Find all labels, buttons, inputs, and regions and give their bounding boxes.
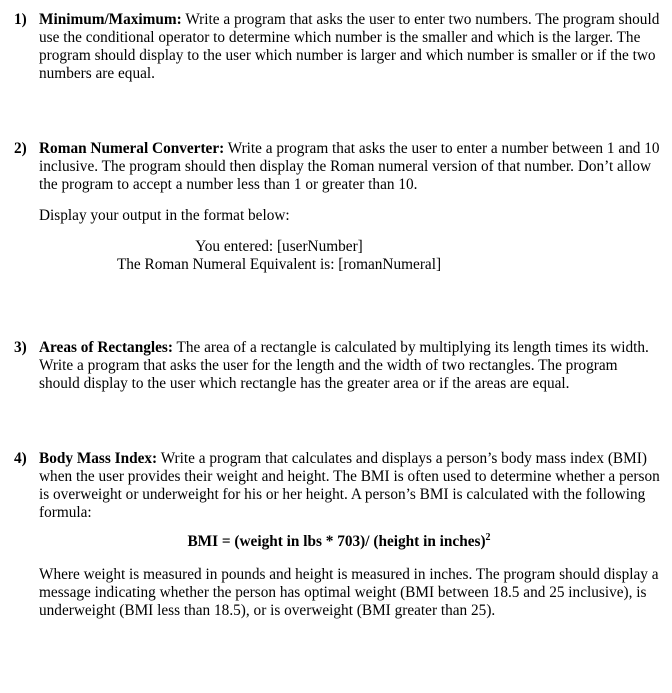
problem-text: Write a program that asks the user to enter a number between 1 and 10 inclusive. The program should then display the Roman numeral version of that number. Don’t allow the program to accept a number less than 1 or greater than 10. <box>39 140 660 193</box>
problem-number: 2) <box>14 140 27 157</box>
problem-2 <box>14 140 662 274</box>
formula-explanation: Where weight is measured in pounds and height is measured in inches. The program should display a message indicating whether the person has optimal weight (BMI between 18.5 and 25 inclusive), is underweight (BMI less than 18.5), or is overweight (BMI greater than 25). <box>39 566 659 620</box>
problem-description <box>39 11 662 83</box>
output-line-2: The Roman Numeral Equivalent is: [romanNumeral] <box>116 256 442 273</box>
problem-title: Body Mass Index: <box>39 450 158 467</box>
problem-4 <box>14 450 662 620</box>
problem-1 <box>14 11 662 83</box>
problem-number: 3) <box>14 339 27 356</box>
problem-title: Roman Numeral Converter: <box>39 140 225 157</box>
problem-title: Areas of Rectangles: <box>39 339 173 356</box>
problem-description <box>39 339 662 393</box>
output-format-example <box>79 238 479 274</box>
output-line-1: You entered: [userNumber] <box>195 238 363 255</box>
problem-text: Write a program that asks the user to enter two numbers. The program should use the conditional operator to determine which number is the smaller and which is the larger. The program should display to the user which number is larger and which number is smaller or if the two numbers are equal. <box>39 11 660 82</box>
problem-3 <box>14 339 662 393</box>
problem-text: The area of a rectangle is calculated by multiplying its length times its width. Write a program that asks the user for the length and the width of two rectangles. The program should display to the user which rectangle has the greater area or if the areas are equal. <box>39 339 649 392</box>
output-format-label: Display your output in the format below: <box>39 207 290 224</box>
formula-text: BMI = (weight in lbs * 703)/ (height in inches) <box>187 533 486 550</box>
problem-number: 4) <box>14 450 27 467</box>
problem-text: Write a program that calculates and displays a person’s body mass index (BMI) when the user provides their weight and height. The BMI is often used to determine whether a person is overweight or underweight for his or her height. A person’s BMI is calculated with the following formula: <box>39 450 660 521</box>
formula-exponent: 2 <box>485 531 491 543</box>
problem-number: 1) <box>14 11 27 28</box>
problem-description <box>39 140 662 194</box>
problem-description <box>39 450 662 522</box>
problem-title: Minimum/Maximum: <box>39 11 182 28</box>
bmi-formula <box>39 533 639 551</box>
